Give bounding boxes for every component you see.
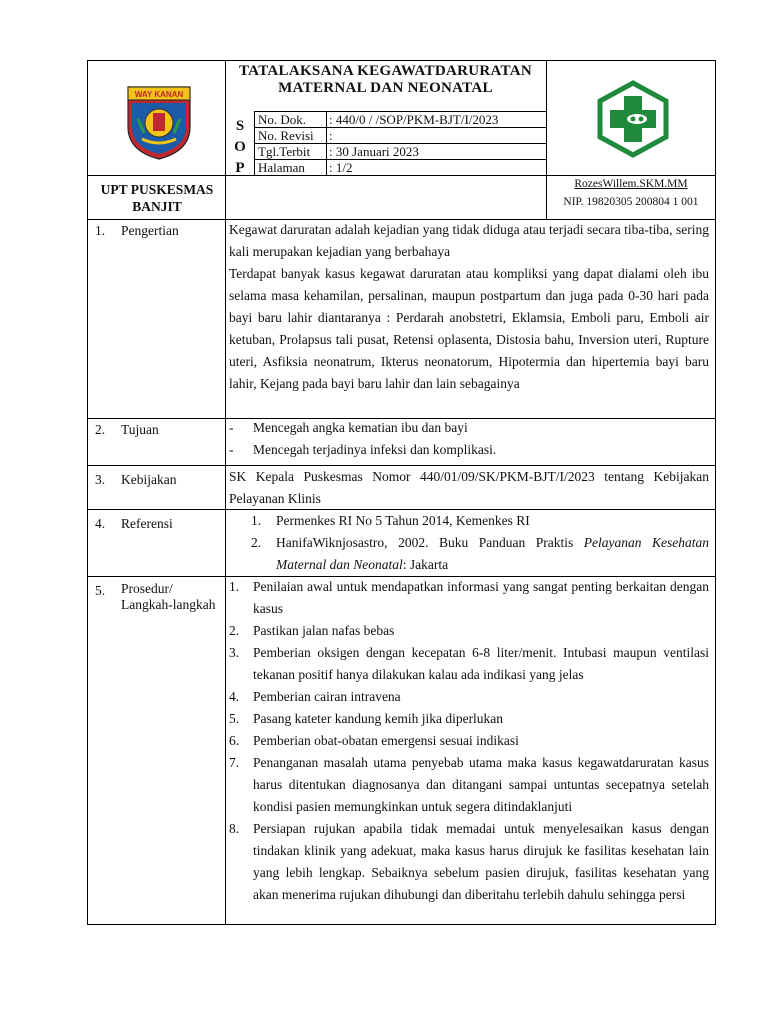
sop-letter: O <box>234 139 246 155</box>
section-number: 4. <box>95 516 106 531</box>
section-label: Tujuan <box>121 422 159 437</box>
tujuan-list <box>229 417 709 461</box>
kebijakan-text: SK Kepala Puskesmas Nomor 440/01/09/SK/PKM-BJT/I/2023 tentang Kebijakan Pelayanan Klinis <box>229 469 709 506</box>
list-item: 7. Penanganan masalah utama penyebab utama maka kasus kegawatdaruratan kasus harus ditentukan diagnosanya dan ditangani sampai untuntas secepatnya setelah kondisi pasien memungkinkan untuk segera ditindaklanjuti <box>229 755 709 814</box>
divider <box>546 61 547 219</box>
way-kanan-emblem <box>122 83 196 161</box>
meta-label: No. Revisi <box>258 128 314 143</box>
emblem-label: WAY KANAN <box>134 90 184 99</box>
unit-name: UPT PUSKESMAS BANJIT <box>100 182 214 214</box>
list-item: - Mencegah angka kematian ibu dan bayi <box>229 420 468 435</box>
meta-value: : 440/0 / /SOP/PKM-BJT/I/2023 <box>329 112 499 127</box>
prosedur-list <box>229 576 709 924</box>
meta-label: Halaman <box>258 160 305 175</box>
sop-letters <box>226 116 254 179</box>
section-label: Pengertian <box>121 223 179 238</box>
meta-value: : 30 Januari 2023 <box>329 144 419 159</box>
pengertian-text <box>229 219 709 395</box>
section-number: 1. <box>95 223 106 238</box>
list-item: 1. Permenkes RI No 5 Tahun 2014, Kemenkes RI <box>251 513 530 528</box>
list-item: 2. HanifaWiknjosastro, 2002. Buku Panduan Praktis Pelayanan Kesehatan Maternal dan Neonatal: Jakarta <box>251 535 709 572</box>
section-label: Referensi <box>121 516 173 531</box>
section-label: Kebijakan <box>121 472 177 487</box>
pengertian-paragraph: Terdapat banyak kasus kegawat daruratan atau kompliksi yang dapat dialami oleh ibu selama masa kehamilan, persalinan, maupun postpartum dan juga pada 0-30 hari pada bayi baru lahir diantaranya : Perdarah anobstetri, Eklamsia, Emboli paru, Emboli air ketuban, Prolapsus tali pusat, Retensi oplasenta, Distosia bahu, Inversion uteri, Rupture uteri, Asfiksia neonatrum, Ikterus neonatorum, Hipotermia dan hipertemia bayi baru lahir, Kejang pada bayi baru lahir dan lain sebagainya <box>229 266 709 391</box>
meta-label: Tgl.Terbit <box>258 144 311 159</box>
sop-document <box>87 60 716 925</box>
section-number: 2. <box>95 422 106 437</box>
divider <box>225 201 226 924</box>
list-item: 5. Pasang kateter kandung kemih jika diperlukan <box>229 711 504 726</box>
pengertian-paragraph: Kegawat daruratan adalah kejadian yang tidak diduga atau terjadi secara tiba-tiba, sering kali merupakan kejadian yang berbahaya <box>229 222 709 259</box>
list-item: 1. Penilaian awal untuk mendapatkan informasi yang sangat penting berkaitan dengan kasus <box>229 579 709 616</box>
meta-value: : 1/2 <box>329 160 353 175</box>
section-label: Prosedur/ Langkah-langkah <box>121 581 216 612</box>
meta-label: No. Dok. <box>258 112 307 127</box>
section-number: 3. <box>95 472 106 487</box>
sop-letter: S <box>235 118 245 134</box>
list-item: 6. Pemberian obat-obatan emergensi sesuai indikasi <box>229 733 519 748</box>
list-item: - Mencegah terjadinya infeksi dan komplikasi. <box>229 442 497 457</box>
section-number: 5. <box>95 583 106 598</box>
list-item: 8. Persiapan rujukan apabila tidak memadai untuk menyelesaikan kasus dengan tindakan klinik yang adekuat, maka kasus harus dirujuk ke fasilitas kesehatan lain yang lebih lengkap. Sebaiknya sebelum pasien dirujuk, fasilitas kesehatan yang akan menerima rujukan dihubungi dan diberitahu terlebih dahulu sehingga persi <box>229 821 709 902</box>
list-item: 2. Pastikan jalan nafas bebas <box>229 623 395 638</box>
list-item: 4. Pemberian cairan intravena <box>229 689 401 704</box>
referensi-list <box>251 510 709 576</box>
signer-nip: NIP. 19820305 200804 1 001 <box>563 196 699 208</box>
meta-value: : <box>329 128 333 143</box>
sop-letter: P <box>235 160 245 176</box>
puskesmas-logo <box>594 80 672 158</box>
list-item: 3. Pemberian oksigen dengan kecepatan 6-8 liter/menit. Intubasi maupun ventilasi tekanan positif hanya dilakukan kalau ada indikasi yang jelas <box>229 645 709 682</box>
sop-title: TATALAKSANA KEGAWATDARURATAN MATERNAL DAN NEONATAL <box>238 63 532 96</box>
signer-name: RozesWillem.SKM.MM <box>574 178 688 190</box>
